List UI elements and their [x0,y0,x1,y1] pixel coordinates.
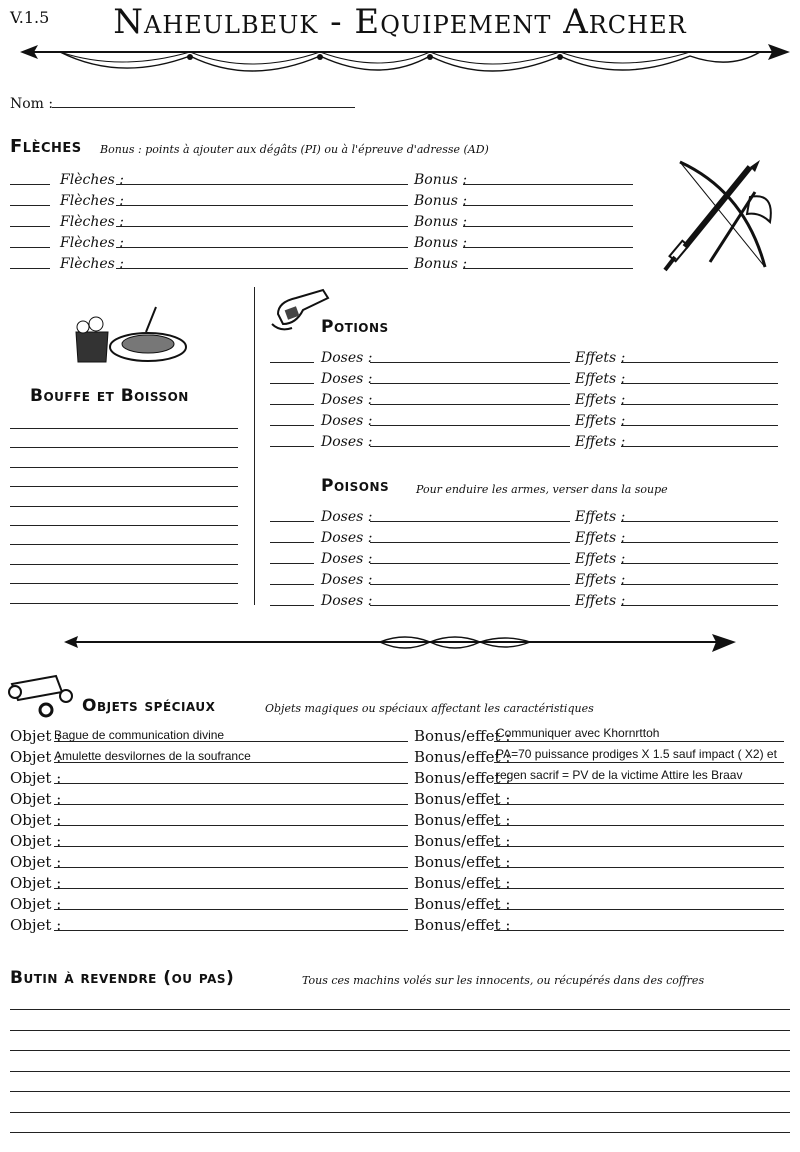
potions-effets-label: Effets : [575,392,626,408]
fleches-bonus-field[interactable] [463,226,633,227]
objet-label: Objet : [10,916,62,934]
objet-label: Objet : [10,727,62,745]
scroll-ring-icon [6,672,78,720]
poisons-effets-label: Effets : [575,530,626,546]
butin-subtitle: Tous ces machins volés sur les innocents, ou récupérés dans des coffres [302,974,705,987]
bouffe-line-field[interactable] [10,564,238,565]
poisons-effets-field[interactable] [621,584,778,585]
crossed-weapons-icon [655,152,785,277]
objet-label: Objet : [10,811,62,829]
poisons-doses-label: Doses : [321,593,373,609]
poisons-doses-label: Doses : [321,509,373,525]
objet-name-field[interactable] [54,825,408,826]
objet-name-field[interactable] [54,867,408,868]
poisons-effets-field[interactable] [621,563,778,564]
poisons-effets-label: Effets : [575,593,626,609]
objet-bonus-label: Bonus/effet : [414,727,511,745]
objet-name-field[interactable] [54,930,408,931]
poisons-effets-label: Effets : [575,551,626,567]
fleches-qty-field[interactable] [10,268,50,269]
objet-bonus-field[interactable] [494,783,784,784]
bouffe-line-field[interactable] [10,525,238,526]
poisons-qty-field[interactable] [270,584,314,585]
fleches-label: Flèches : [60,256,124,272]
fleches-bonus-field[interactable] [463,184,633,185]
bouffe-line-field[interactable] [10,486,238,487]
butin-line-field[interactable] [10,1071,790,1072]
poisons-title: Poisons [321,476,390,496]
objet-name-field[interactable] [54,888,408,889]
objet-bonus-field[interactable] [494,741,784,742]
potions-effets-label: Effets : [575,413,626,429]
butin-line-field[interactable] [10,1030,790,1031]
objet-label: Objet : [10,748,62,766]
fleches-qty-field[interactable] [10,226,50,227]
fleches-bonus-field[interactable] [463,205,633,206]
butin-title: Butin à revendre (ou pas) [10,968,235,988]
nom-field[interactable] [52,107,355,108]
potions-doses-field[interactable] [370,446,570,447]
spear-divider-icon [0,0,800,80]
potions-doses-field[interactable] [370,383,570,384]
nom-label: Nom : [10,96,54,112]
objets-title: Objets spéciaux [82,696,216,716]
objet-name-field[interactable] [54,846,408,847]
version-label: V.1.5 [10,8,50,27]
objet-label: Objet : [10,832,62,850]
fleches-bonus-label: Bonus : [414,172,468,188]
butin-line-field[interactable] [10,1112,790,1113]
bouffe-line-field[interactable] [10,603,238,604]
fleches-subtitle: Bonus : points à ajouter aux dégâts (PI) ou à l'épreuve d'adresse (AD) [100,143,489,156]
objet-label: Objet : [10,874,62,892]
fleches-name-field[interactable] [116,268,408,269]
objet-bonus-label: Bonus/effet : [414,832,511,850]
potions-doses-label: Doses : [321,350,373,366]
objet-bonus-field[interactable] [494,762,784,763]
bouffe-line-field[interactable] [10,583,238,584]
potions-effets-field[interactable] [621,425,778,426]
objet-bonus-label: Bonus/effet : [414,916,511,934]
potions-qty-field[interactable] [270,362,314,363]
objet-bonus-label: Bonus/effet : [414,874,511,892]
objet-bonus-field[interactable] [494,930,784,931]
poisons-doses-field[interactable] [370,542,570,543]
potions-effets-field[interactable] [621,383,778,384]
fleches-name-field[interactable] [116,184,408,185]
column-divider [254,287,255,605]
fleches-qty-field[interactable] [10,205,50,206]
poisons-effets-field[interactable] [621,521,778,522]
poisons-effets-field[interactable] [621,605,778,606]
spear-divider-middle-icon [60,630,740,660]
poisons-qty-field[interactable] [270,521,314,522]
objet-label: Objet : [10,853,62,871]
butin-line-field[interactable] [10,1132,790,1133]
fleches-title: Flèches [10,136,82,157]
fleches-bonus-label: Bonus : [414,193,468,209]
poisons-doses-label: Doses : [321,572,373,588]
objet-bonus-label: Bonus/effet : [414,853,511,871]
fleches-qty-field[interactable] [10,184,50,185]
bouffe-title: Bouffe et Boisson [30,386,189,406]
butin-line-field[interactable] [10,1050,790,1051]
fleches-bonus-label: Bonus : [414,256,468,272]
potions-effets-field[interactable] [621,404,778,405]
bouffe-line-field[interactable] [10,467,238,468]
objet-entry-bonus: PA=70 puissance prodiges X 1.5 sauf impact ( X2) et [496,747,777,761]
objet-bonus-label: Bonus/effet : [414,895,511,913]
objet-bonus-field[interactable] [494,846,784,847]
poisons-qty-field[interactable] [270,563,314,564]
objet-label: Objet : [10,790,62,808]
potions-title: Potions [321,317,389,337]
bouffe-line-field[interactable] [10,506,238,507]
poisons-effets-field[interactable] [621,542,778,543]
potions-doses-label: Doses : [321,413,373,429]
objet-bonus-field[interactable] [494,804,784,805]
potions-doses-label: Doses : [321,371,373,387]
objet-bonus-field[interactable] [494,867,784,868]
bouffe-line-field[interactable] [10,544,238,545]
objet-bonus-label: Bonus/effet : [414,748,511,766]
potions-doses-label: Doses : [321,434,373,450]
poisons-doses-label: Doses : [321,530,373,546]
bouffe-line-field[interactable] [10,447,238,448]
potions-qty-field[interactable] [270,404,314,405]
poisons-qty-field[interactable] [270,605,314,606]
objet-label: Objet : [10,769,62,787]
objet-entry-bonus: Communiquer avec Khornrttoh [496,726,660,740]
poisons-effets-label: Effets : [575,572,626,588]
objet-name-field[interactable] [54,804,408,805]
objet-name-field[interactable] [54,909,408,910]
objets-subtitle: Objets magiques ou spéciaux affectant les caractéristiques [265,702,594,715]
objet-entry-name: Amulette desvilornes de la soufrance [54,749,251,763]
objet-bonus-field[interactable] [494,909,784,910]
fleches-bonus-field[interactable] [463,247,633,248]
fleches-label: Flèches : [60,235,124,251]
fleches-bonus-field[interactable] [463,268,633,269]
poisons-doses-label: Doses : [321,551,373,567]
fleches-name-field[interactable] [116,205,408,206]
objet-bonus-label: Bonus/effet : [414,811,511,829]
bouffe-line-field[interactable] [10,428,238,429]
page-title: Naheulbeuk - Equipement Archer [113,2,687,42]
poisons-doses-field[interactable] [370,605,570,606]
potions-effets-field[interactable] [621,446,778,447]
objet-entry-bonus: regen sacrif = PV de la victime Attire les Braav [496,768,743,782]
objet-label: Objet : [10,895,62,913]
potions-doses-label: Doses : [321,392,373,408]
potions-effets-field[interactable] [621,362,778,363]
butin-line-field[interactable] [10,1009,790,1010]
poisons-effets-label: Effets : [575,509,626,525]
poisons-doses-field[interactable] [370,563,570,564]
potions-doses-field[interactable] [370,362,570,363]
objet-entry-name: Bague de communication divine [54,728,225,742]
fleches-bonus-label: Bonus : [414,214,468,230]
poisons-subtitle: Pour enduire les armes, verser dans la soupe [416,483,668,496]
fleches-qty-field[interactable] [10,247,50,248]
fleches-name-field[interactable] [116,247,408,248]
objet-bonus-field[interactable] [494,888,784,889]
potions-qty-field[interactable] [270,425,314,426]
objet-bonus-label: Bonus/effet : [414,769,511,787]
butin-line-field[interactable] [10,1091,790,1092]
objet-name-field[interactable] [54,783,408,784]
fleches-label: Flèches : [60,172,124,188]
potions-doses-field[interactable] [370,425,570,426]
potions-effets-label: Effets : [575,434,626,450]
food-plate-icon [68,302,188,367]
fleches-label: Flèches : [60,214,124,230]
potions-effets-label: Effets : [575,350,626,366]
fleches-bonus-label: Bonus : [414,235,468,251]
potions-effets-label: Effets : [575,371,626,387]
objet-bonus-label: Bonus/effet : [414,790,511,808]
fleches-label: Flèches : [60,193,124,209]
poisons-doses-field[interactable] [370,521,570,522]
objet-bonus-field[interactable] [494,825,784,826]
potions-qty-field[interactable] [270,446,314,447]
poisons-qty-field[interactable] [270,542,314,543]
potions-doses-field[interactable] [370,404,570,405]
poisons-doses-field[interactable] [370,584,570,585]
fleches-name-field[interactable] [116,226,408,227]
potions-qty-field[interactable] [270,383,314,384]
